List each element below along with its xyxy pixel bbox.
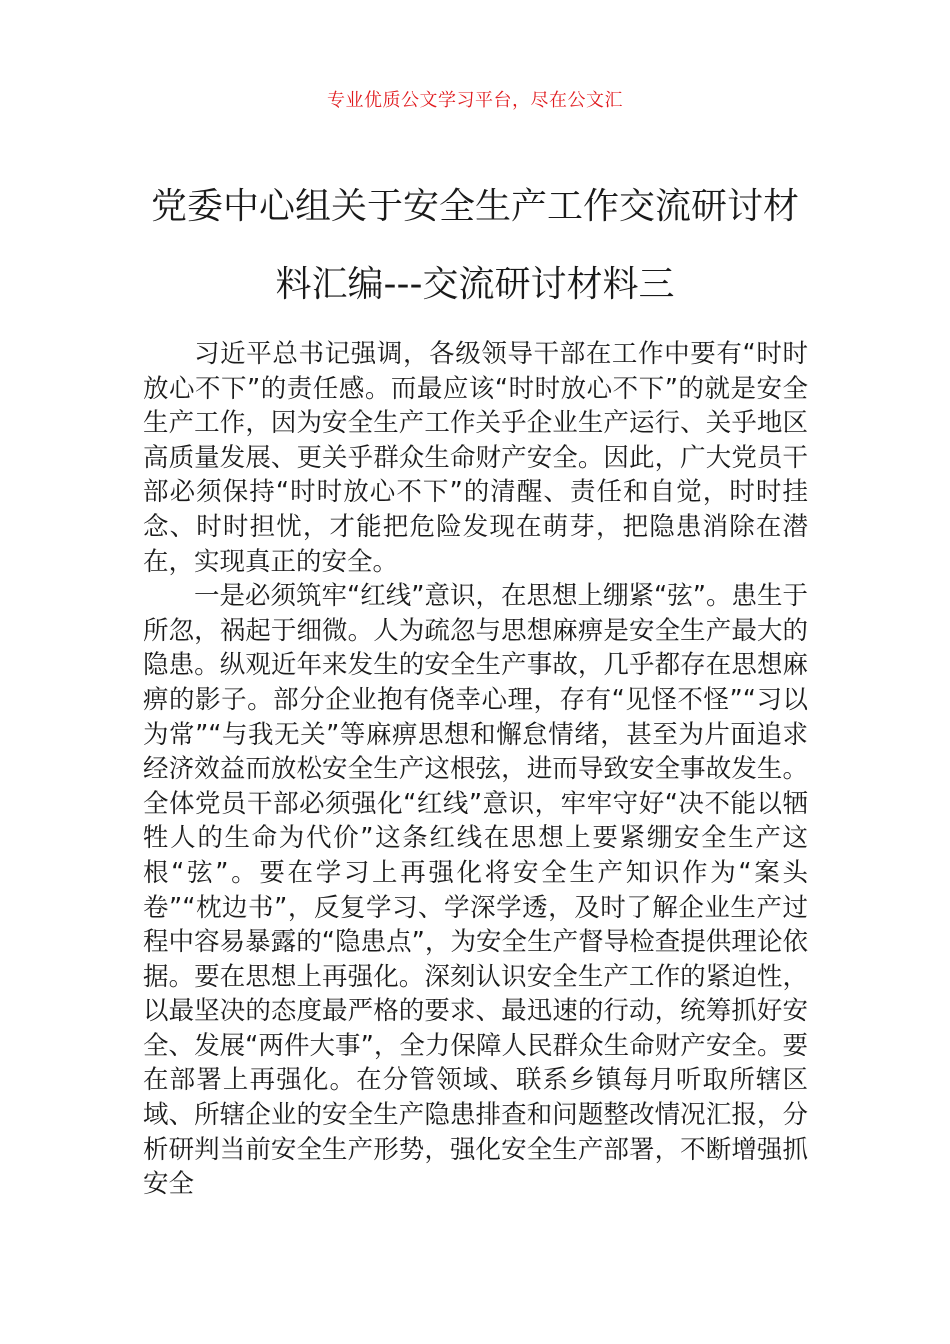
- body-paragraph: 习近平总书记强调，各级领导干部在工作中要有“时时放心不下”的责任感。而最应该“时时放心不下”的就是安全生产工作，因为安全生产工作关乎企业生产运行、关乎地区高质量发展、更关乎群众生命财产安全。因此，广大党员干部必须保持“时时放心不下”的清醒、责任和自觉，时时挂念、时时担忧，才能把危险发现在萌芽，把隐患消除在潜在，实现真正的安全。: [143, 339, 808, 577]
- body-paragraph: 一是必须筑牢“红线”意识，在思想上绷紧“弦”。患生于所忽，祸起于细微。人为疏忽与思想麻痹是安全生产最大的隐患。纵观近年来发生的安全生产事故，几乎都存在思想麻痹的影子。部分企业抱有侥幸心理，存有“见怪不怪”“习以为常”“与我无关”等麻痹思想和懈怠情绪，甚至为片面追求经济效益而放松安全生产这根弦，进而导致安全事故发生。全体党员干部必须强化“红线”意识，牢牢守好“决不能以牺牲人的生命为代价”这条红线在思想上要紧绷安全生产这根“弦”。要在学习上再强化将安全生产知识作为“案头卷”“枕边书”，反复学习、学深学透，及时了解企业生产过程中容易暴露的“隐患点”，为安全生产督导检查提供理论依据。要在思想上再强化。深刻认识安全生产工作的紧迫性，以最坚决的态度最严格的要求、最迅速的行动，统筹抓好安全、发展“两件大事”，全力保障人民群众生命财产安全。要在部署上再强化。在分管领域、联系乡镇每月听取所辖区域、所辖企业的安全生产隐患排查和问题整改情况汇报，分析研判当前安全生产形势，强化安全生产部署，不断增强抓安全: [143, 581, 808, 1200]
- document-title: 党委中心组关于安全生产工作交流研讨材料汇编---交流研讨材料三: [150, 186, 799, 305]
- document-body: [143, 337, 808, 1202]
- header-banner: 专业优质公文学习平台，尽在公文汇: [327, 90, 623, 111]
